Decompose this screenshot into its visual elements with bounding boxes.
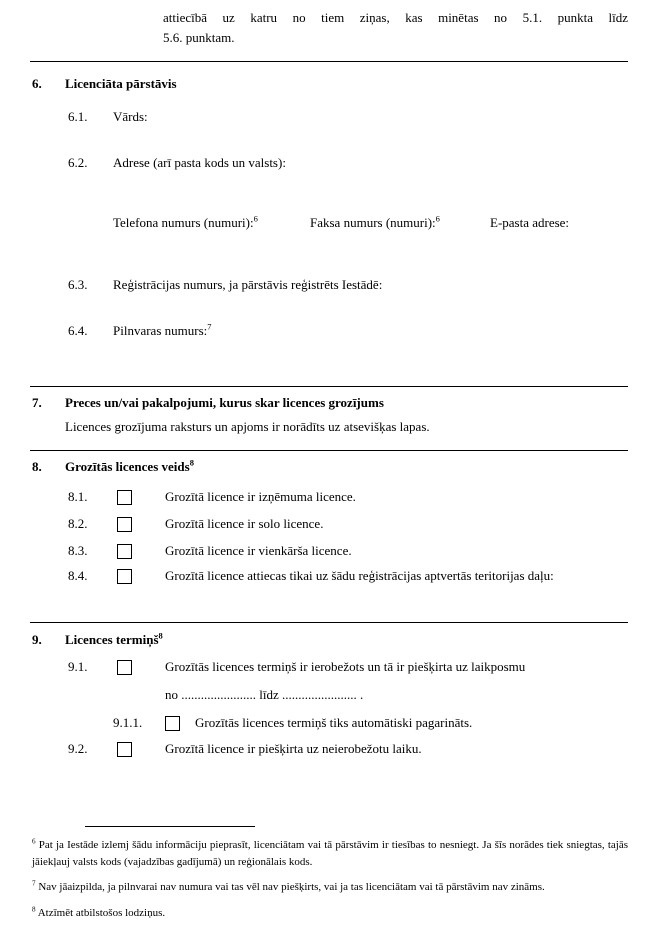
item-8-4-number: 8.4. [68,567,88,583]
section-7-number: 7. [32,395,42,411]
footnote-8-text: Atzīmēt atbilstošos lodziņus. [37,906,166,919]
section-8-number: 8. [32,459,42,475]
contact-labels-row [113,213,628,233]
section-divider [30,386,628,387]
footnotes [32,826,628,930]
item-6-3-number: 6.3. [68,276,88,292]
footnote-ref-8: 8 [189,458,194,469]
section-6-heading [32,74,628,94]
footnote-ref-6: 6 [253,213,258,224]
item-8-3 [68,541,628,561]
item-6-1-number: 6.1. [68,109,88,125]
item-6-1-label: Vārds: [113,109,148,125]
item-9-2 [68,739,628,759]
fax-label: Faksa numurs (numuri):$^6$ [310,213,440,230]
item-8-1-label: Grozītā licence ir izņēmuma licence. [165,488,356,504]
item-8-4-label: Grozītā licence attiecas tikai uz šādu reģistrācijas aptvertās teritorijas daļu: [165,567,554,583]
footnote-7 [32,879,628,896]
item-8-4 [68,566,628,586]
section-6-number: 6. [32,76,42,92]
intro-line-1: attiecībā uz katru no tiem ziņas, kas minētas no 5.1. punkta līdz [163,10,628,25]
section-9-number: 9. [32,632,42,648]
item-9-1-line-1: Grozītās licences termiņš ir ierobežots un tā ir piešķirta uz laikposmu [165,659,526,675]
item-9-1-label [165,657,628,705]
intro-paragraph [163,8,628,48]
item-6-4-label: Pilnvaras numurs:$^7$ [113,321,212,338]
checkbox-8-2[interactable] [117,517,132,532]
section-7-body: Licences grozījuma raksturs un apjoms ir norādīts uz atsevišķas lapas. [65,419,430,435]
item-9-2-number: 9.2. [68,740,88,756]
item-9-1-line-2: no ....................... līdz ....................... . [165,687,364,703]
item-9-1 [68,657,628,705]
item-8-3-label: Grozītā licence ir vienkārša licence. [165,542,352,558]
item-6-2-label: Adrese (arī pasta kods un valsts): [113,154,286,170]
section-7-heading [32,393,628,413]
item-9-2-label: Grozītā licence ir piešķirta uz neierobežotu laiku. [165,740,422,756]
email-label: E-pasta adrese: [490,214,570,230]
section-7-title: Preces un/vai pakalpojumi, kurus skar licences grozījums [65,395,384,411]
footnote-6-number: 6 [32,837,36,846]
section-8-title: Grozītās licences veids$^8$ [65,458,194,475]
section-divider [30,450,628,451]
footnote-separator [85,826,255,827]
item-9-1-number: 9.1. [68,659,88,675]
footnote-8 [32,905,628,922]
item-6-2-number: 6.2. [68,154,88,170]
footnote-6-text: Pat ja Iestāde izlemj šādu informāciju pieprasīt, licenciātam vai tā pārstāvim ir tiesības to nesniegt. Ja šīs norādes tiek sniegtas, tajās jāiekļauj valsts kods (vajadzības gadījumā) un reģionālais kods. [32,839,628,868]
checkbox-8-1[interactable] [117,490,132,505]
section-divider [30,61,628,62]
item-9-1-1-number: 9.1.1. [113,714,143,730]
item-6-4-number: 6.4. [68,322,88,338]
intro-line-2: 5.6. punktam. [163,30,235,46]
item-8-2 [68,514,628,534]
section-divider [30,622,628,623]
item-8-2-label: Grozītā licence ir solo licence. [165,515,324,531]
item-6-1 [68,107,628,127]
section-8-heading [32,457,628,477]
footnote-ref-7: 7 [207,321,212,332]
checkbox-9-1-1[interactable] [165,716,180,731]
item-6-2 [68,153,628,173]
footnote-ref-8: 8 [158,630,163,641]
phone-label: Telefona numurs (numuri):$^6$ [113,213,258,230]
footnote-6 [32,837,628,870]
item-6-4 [68,321,628,341]
item-9-1-1-label: Grozītās licences termiņš tiks automātiski pagarināts. [195,714,473,730]
item-8-1 [68,487,628,507]
footnote-7-text: Nav jāaizpilda, ja pilnvarai nav numura vai tas vēl nav piešķirts, vai ja tas licenciātam vai tā pārstāvim nav zināms. [38,881,545,893]
item-6-3-label: Reģistrācijas numurs, ja pārstāvis reģistrēts Iestādē: [113,276,383,292]
section-9-title: Licences termiņš$^8$ [65,630,163,648]
checkbox-9-1[interactable] [117,660,132,675]
footnote-ref-6: 6 [435,213,440,224]
checkbox-8-4[interactable] [117,569,132,584]
item-8-3-number: 8.3. [68,542,88,558]
checkbox-8-3[interactable] [117,544,132,559]
footnote-8-number: 8 [32,904,36,913]
item-9-1-1 [113,713,628,733]
item-8-2-number: 8.2. [68,515,88,531]
section-6-title: Licenciāta pārstāvis [65,76,177,92]
checkbox-9-2[interactable] [117,742,132,757]
item-8-1-number: 8.1. [68,488,88,504]
item-6-3 [68,275,628,295]
footnote-7-number: 7 [32,879,36,888]
section-9-heading [32,630,628,650]
